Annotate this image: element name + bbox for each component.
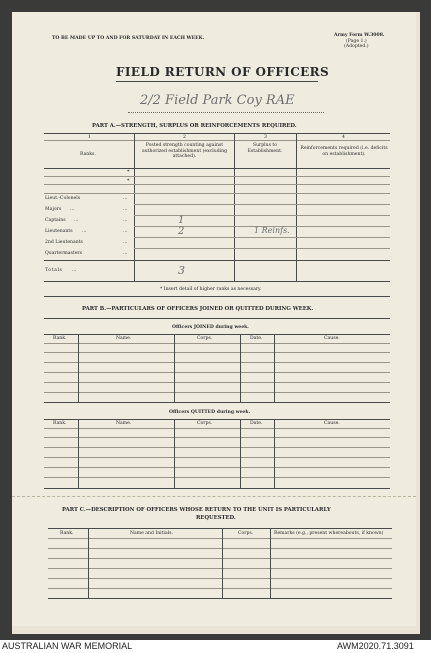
row-rule — [44, 362, 390, 363]
rank-dots: ... — [123, 207, 128, 212]
part-c-col-corps: Corps. — [238, 531, 254, 536]
rank-dots: ... — [123, 251, 128, 256]
row-rule — [134, 237, 390, 238]
row-rule — [48, 548, 392, 549]
part-a-heading: PART A.—STRENGTH, SURPLUS OR REINFORCEMENTS REQUIRED. — [92, 123, 297, 129]
part-a-bottom-rule — [44, 281, 390, 282]
form-title: FIELD RETURN OF OFFICERS — [116, 65, 330, 79]
rank-dots: ... — [123, 196, 128, 201]
quitted-col-name: Name. — [116, 421, 132, 426]
quitted-col-divider — [78, 419, 79, 488]
row-rule — [44, 352, 390, 353]
quitted-bottom-rule — [44, 488, 390, 489]
col-header-surplus: Surplus to Establishment. — [247, 143, 283, 154]
part-a-totals-rule — [44, 260, 390, 261]
quitted-col-rank: Rank. — [53, 421, 67, 426]
row-rule — [134, 215, 390, 216]
joined-col-divider — [174, 334, 175, 402]
row-rule — [44, 477, 390, 478]
part-a-col-divider-2 — [234, 133, 235, 281]
joined-col-corps: Corps. — [197, 336, 213, 341]
header-notice: TO BE MADE UP TO AND FOR SATURDAY IN EACH WEEK. — [52, 36, 205, 41]
col-number-4: 4 — [342, 135, 345, 140]
row-rule — [44, 457, 390, 458]
joined-col-cause: Cause. — [324, 336, 340, 341]
part-a-col-divider-1 — [134, 133, 135, 281]
joined-col-divider — [78, 334, 79, 402]
col-header-ranks: Ranks. — [80, 152, 96, 157]
part-a-number-rule — [44, 140, 390, 141]
rank-lieutenants: Lieutenants — [45, 229, 73, 234]
rank-2nd-lieutenants: 2nd Lieutenants — [45, 240, 83, 245]
asterisk-mark: * — [127, 170, 130, 175]
joined-header-rule — [44, 343, 390, 344]
quitted-col-divider — [174, 419, 175, 488]
joined-col-divider — [274, 334, 275, 402]
part-c-col-name: Name and Initials. — [130, 531, 173, 536]
rank-dots: ... — [74, 218, 79, 223]
joined-top-rule — [44, 334, 390, 335]
quitted-title: Officers QUITTED during week. — [169, 410, 251, 415]
row-rule — [134, 204, 390, 205]
part-c-col-remarks: Remarks (e.g., present whereabouts, if known) — [274, 531, 384, 536]
footer-accession-number: AWM2020.71.3091 — [337, 641, 414, 651]
totals-dots: ... — [72, 268, 77, 273]
quitted-col-divider — [240, 419, 241, 488]
joined-col-date: Date. — [250, 336, 263, 341]
unit-line — [128, 112, 324, 113]
part-a-col-divider-3 — [296, 133, 297, 281]
col-header-posted: Posted strength counting against authorized establishment (excluding attached). — [141, 143, 228, 160]
part-b-top-rule — [44, 296, 390, 297]
rank-dots: ... — [82, 229, 87, 234]
footer-institution: AUSTRALIAN WAR MEMORIAL — [2, 641, 133, 651]
rank-dots: ... — [123, 218, 128, 223]
row-rule — [134, 248, 390, 249]
form-adopted: (Adopted.) — [344, 44, 369, 49]
row-rule — [44, 382, 390, 383]
part-c-heading-line1: PART C.—DESCRIPTION OF OFFICERS WHOSE RETURN TO THE UNIT IS PARTICULARLY — [62, 507, 331, 513]
part-c-header-rule — [48, 538, 392, 539]
row-rule — [48, 568, 392, 569]
quitted-header-rule — [44, 428, 390, 429]
form-id: Army Form W.3008. — [334, 33, 385, 38]
row-rule — [48, 588, 392, 589]
archive-footer — [0, 640, 431, 653]
handwritten-captains-posted: 1 — [178, 215, 185, 226]
rank-lieut-colonels: Lieut.-Colonels — [45, 196, 81, 201]
joined-col-rank: Rank. — [53, 336, 67, 341]
handwritten-unit: 2/2 Field Park Coy RAE — [140, 93, 295, 108]
rank-quartermasters: Quartermasters — [45, 251, 82, 256]
quitted-top-rule — [44, 419, 390, 420]
part-c-top-rule — [48, 528, 392, 529]
col-number-2: 2 — [183, 135, 186, 140]
col-number-3: 3 — [264, 135, 267, 140]
rank-dots: ... — [123, 229, 128, 234]
part-c-col-divider — [88, 528, 89, 598]
col-header-reinforcements: Reinforcements required (i.e. deficits on establishment). — [300, 146, 388, 157]
part-a-footnote: * Insert detail of higher ranks as necessary. — [160, 287, 262, 292]
joined-title: Officers JOINED during week. — [172, 325, 249, 330]
part-c-col-divider — [270, 528, 271, 598]
asterisk-mark: * — [127, 179, 130, 184]
joined-col-divider — [240, 334, 241, 402]
row-rule — [44, 184, 390, 185]
row-rule — [44, 447, 390, 448]
part-a-top-rule — [44, 133, 390, 134]
quitted-col-corps: Corps. — [197, 421, 213, 426]
col-number-1: 1 — [88, 135, 91, 140]
title-underline — [116, 81, 318, 82]
row-rule — [44, 372, 390, 373]
row-rule — [44, 437, 390, 438]
joined-bottom-rule — [44, 402, 390, 403]
row-rule — [44, 392, 390, 393]
quitted-col-divider — [274, 419, 275, 488]
part-a-header-rule — [44, 168, 390, 169]
row-rule — [44, 467, 390, 468]
part-b-heading-rule — [44, 318, 390, 319]
joined-col-name: Name. — [116, 336, 132, 341]
row-rule — [48, 558, 392, 559]
quitted-col-date: Date. — [250, 421, 263, 426]
part-c-bottom-rule — [48, 598, 392, 599]
totals-label: Totals — [45, 268, 63, 273]
rank-captains: Captains — [45, 218, 66, 223]
row-rule — [48, 578, 392, 579]
handwritten-lieutenants-posted: 2 — [178, 226, 185, 237]
quitted-col-cause: Cause. — [324, 421, 340, 426]
row-rule — [44, 193, 390, 194]
handwritten-total: 3 — [178, 264, 185, 277]
rank-dots: ... — [70, 207, 75, 212]
form-page: (Page 1.) — [346, 39, 367, 44]
part-c-col-divider — [222, 528, 223, 598]
part-c-col-rank: Rank. — [60, 531, 74, 536]
handwritten-lieutenants-surplus: 1 Reinfs. — [254, 226, 290, 235]
row-rule — [44, 176, 390, 177]
fold-line — [12, 496, 416, 497]
part-c-heading-line2: REQUESTED. — [196, 515, 236, 521]
part-b-heading: PART B.—PARTICULARS OF OFFICERS JOINED OR QUITTED DURING WEEK. — [82, 306, 314, 312]
rank-dots: ... — [123, 240, 128, 245]
rank-majors: Majors — [45, 207, 62, 212]
